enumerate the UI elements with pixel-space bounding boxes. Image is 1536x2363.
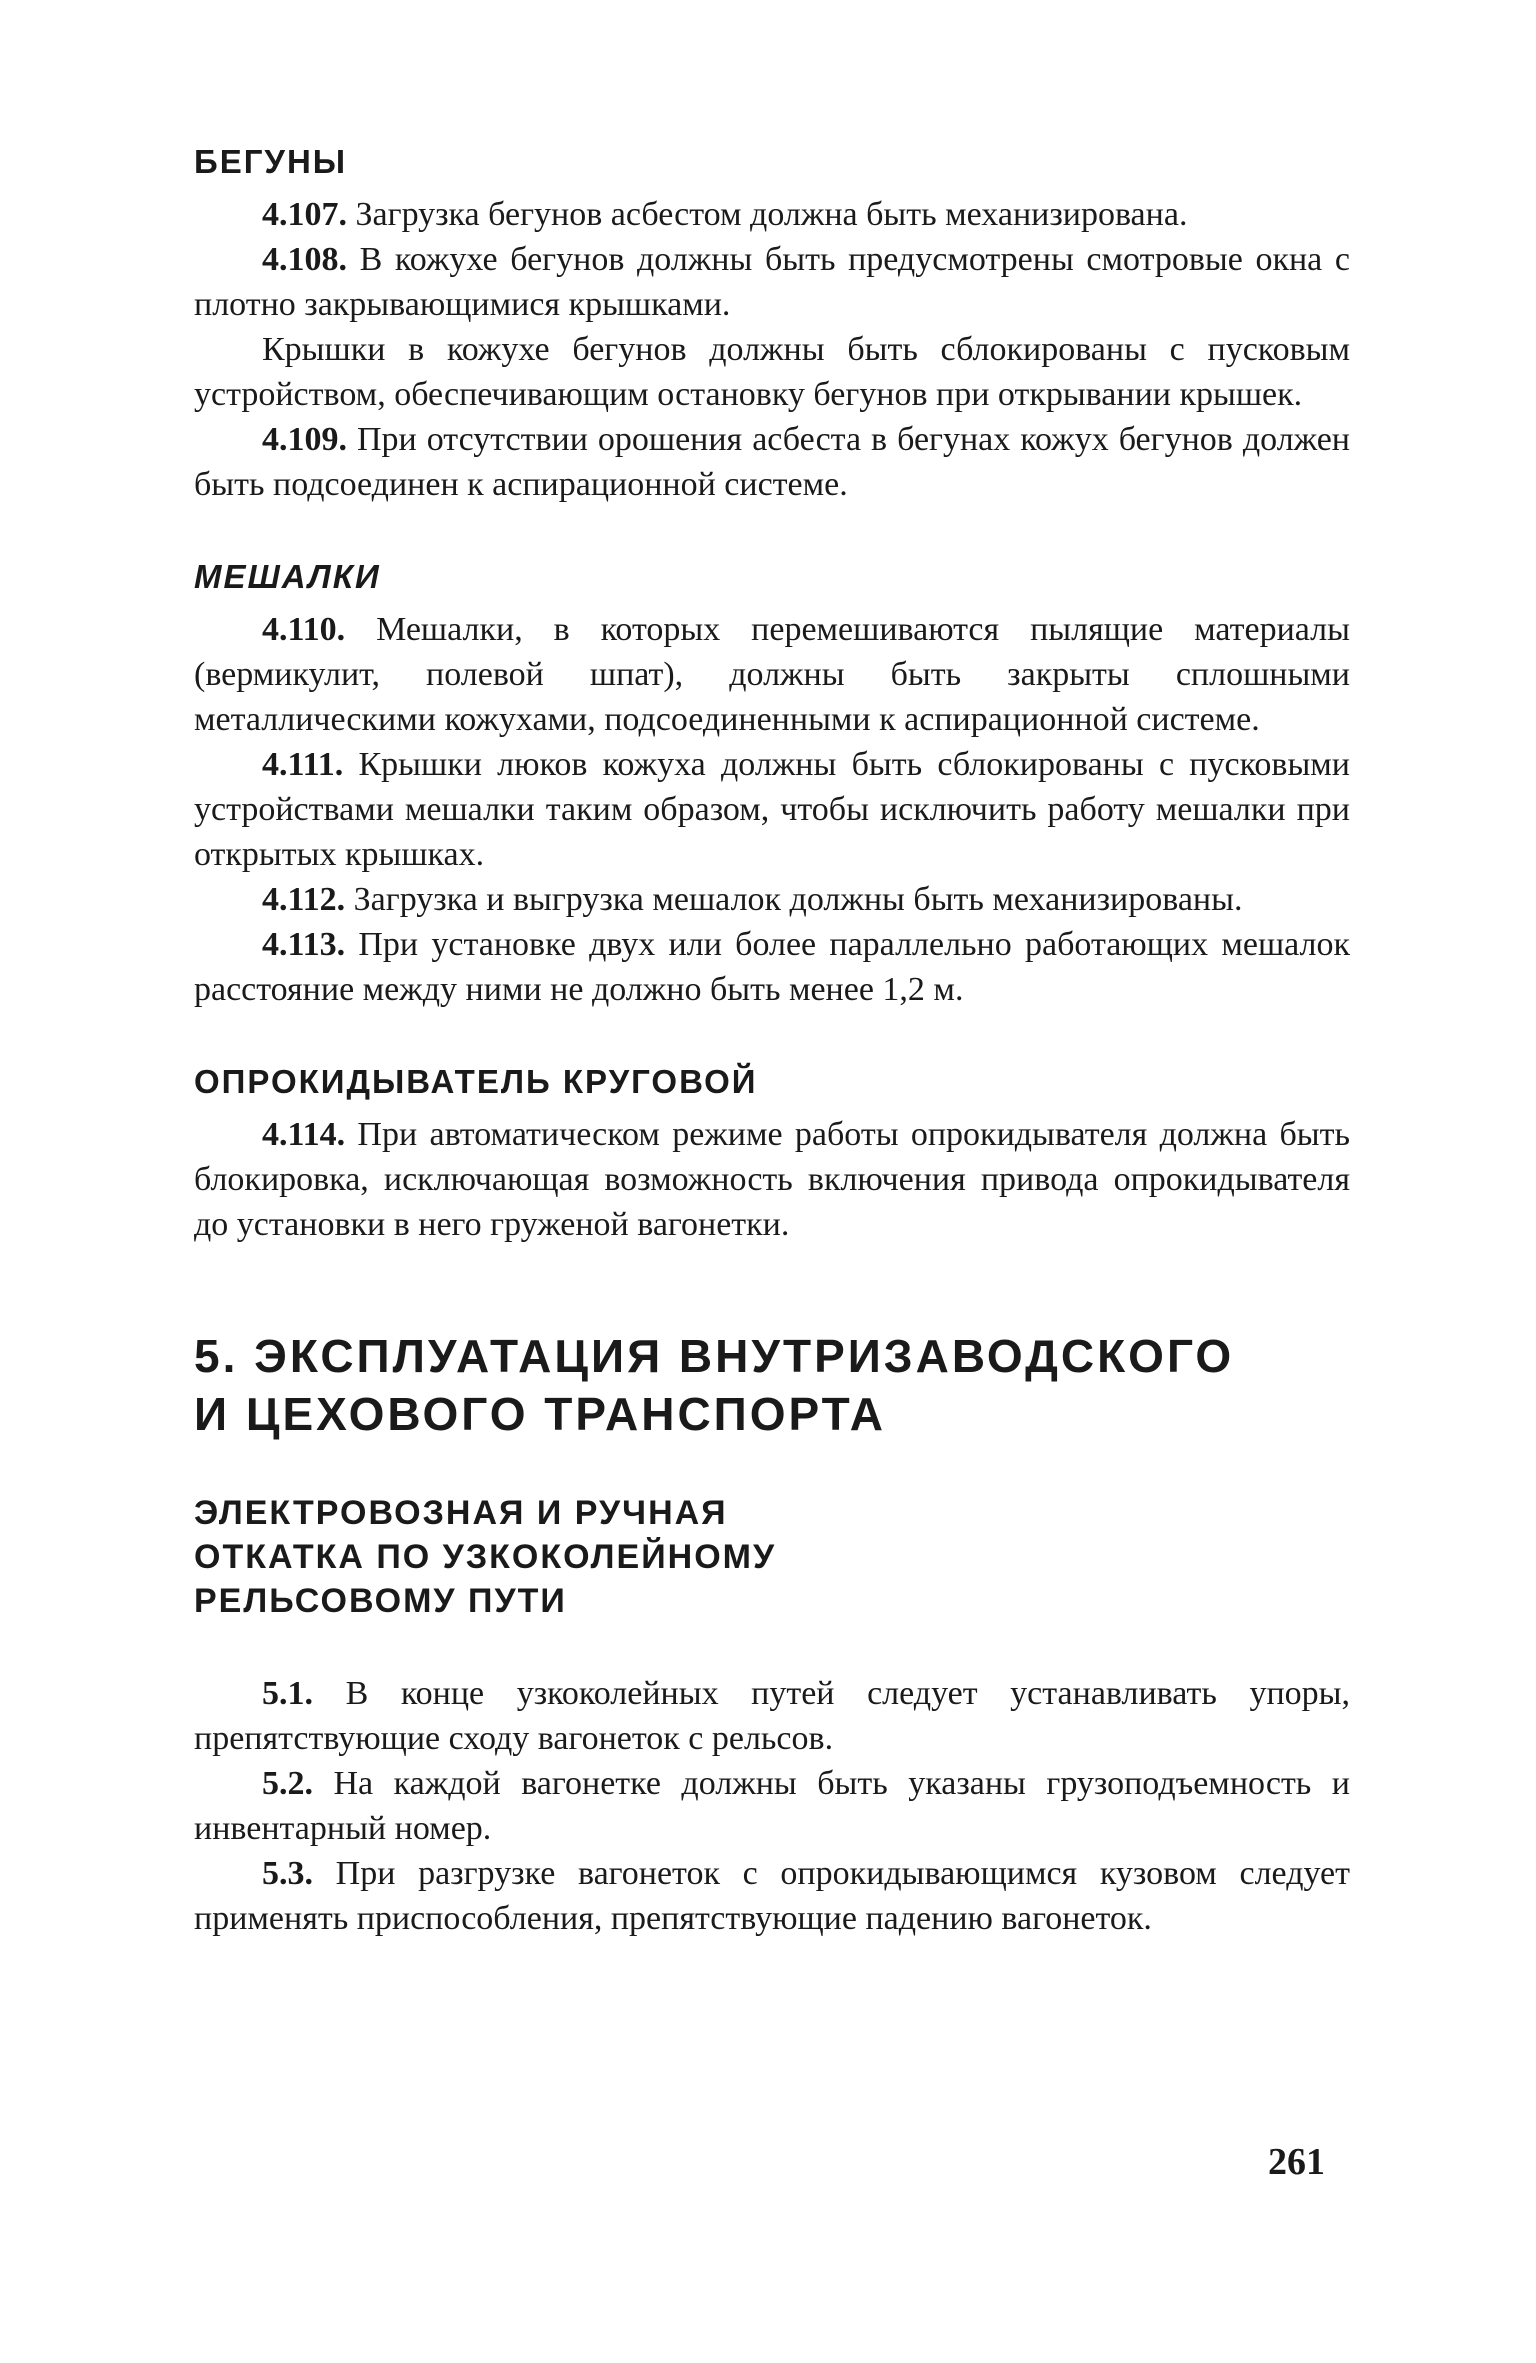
paragraph-4-109 — [194, 417, 1350, 507]
paragraph-4-108 — [194, 237, 1350, 327]
clause-text: Загрузка бегунов асбестом должна быть механизирована. — [347, 196, 1188, 233]
clause-number: 4.109. — [262, 421, 347, 458]
clause-text: При отсутствии орошения асбеста в бегунах кожух бегунов должен быть подсоединен к аспирационной системе. — [194, 421, 1350, 503]
clause-number: 5.2. — [262, 1765, 313, 1802]
clause-number: 4.110. — [262, 611, 346, 648]
paragraph-4-112 — [194, 877, 1350, 922]
paragraph-4-113 — [194, 922, 1350, 1012]
clause-number: 4.113. — [262, 926, 346, 963]
section-heading-meshalki: МЕШАЛКИ — [194, 558, 381, 595]
clause-text: Крышки люков кожуха должны быть сблокированы с пусковыми устройствами мешалки таким образом, чтобы исключить работу мешалки при открытых крышках. — [194, 746, 1350, 873]
clause-text: При разгрузке вагонеток с опрокидывающимся кузовом следует применять приспособления, препятствующие падению вагонеток. — [194, 1855, 1350, 1937]
clause-number: 5.1. — [262, 1675, 313, 1712]
page-number: 261 — [1268, 2141, 1325, 2183]
clause-number: 5.3. — [262, 1855, 313, 1892]
clause-number: 4.108. — [262, 241, 347, 278]
paragraph-4-110 — [194, 607, 1350, 742]
paragraph-5-2 — [194, 1761, 1350, 1851]
subheading-line1: ЭЛЕКТРОВОЗНАЯ И РУЧНАЯ — [194, 1494, 728, 1532]
chapter-heading-line2: И ЦЕХОВОГО ТРАНСПОРТА — [194, 1388, 887, 1440]
section-heading-oprokidyvatel: ОПРОКИДЫВАТЕЛЬ КРУГОВОЙ — [194, 1063, 758, 1100]
paragraph-5-3 — [194, 1851, 1350, 1941]
paragraph-4-114 — [194, 1112, 1350, 1247]
clause-text: Загрузка и выгрузка мешалок должны быть механизированы. — [345, 881, 1243, 918]
clause-text: Мешалки, в которых перемешиваются пылящие материалы (вермикулит, полевой шпат), должны быть закрыты сплошными металлическими кожухами, подсоединенными к аспирационной системе. — [194, 611, 1350, 738]
clause-text: На каждой вагонетке должны быть указаны грузоподъемность и инвентарный номер. — [194, 1765, 1350, 1847]
clause-number: 4.111. — [262, 746, 344, 783]
subheading-line3: РЕЛЬСОВОМУ ПУТИ — [194, 1582, 567, 1620]
clause-text: В конце узкоколейных путей следует устанавливать упоры, препятствующие сходу вагонеток с рельсов. — [194, 1675, 1350, 1757]
paragraph-5-1 — [194, 1671, 1350, 1761]
chapter-heading-line1: 5. ЭКСПЛУАТАЦИЯ ВНУТРИЗАВОДСКОГО — [194, 1330, 1235, 1382]
clause-text: При автоматическом режиме работы опрокидывателя должна быть блокировка, исключающая возможность включения привода опрокидывателя до установки в него груженой вагонетки. — [194, 1116, 1350, 1243]
clause-number: 4.114. — [262, 1116, 346, 1153]
paragraph-4-108-cont: Крышки в кожухе бегунов должны быть сблокированы с пусковым устройством, обеспечивающим остановку бегунов при открывании крышек. — [194, 331, 1350, 413]
clause-number: 4.107. — [262, 196, 347, 233]
clause-text: При установке двух или более параллельно работающих мешалок расстояние между ними не должно быть менее 1,2 м. — [194, 926, 1350, 1008]
paragraph-4-107 — [194, 192, 1350, 237]
document-page — [194, 140, 1350, 1941]
clause-number: 4.112. — [262, 881, 346, 918]
section-heading-beguny: БЕГУНЫ — [194, 143, 348, 180]
clause-text: В кожухе бегунов должны быть предусмотрены смотровые окна с плотно закрывающимися крышками. — [194, 241, 1350, 323]
subheading-line2: ОТКАТКА ПО УЗКОКОЛЕЙНОМУ — [194, 1538, 777, 1576]
paragraph-4-111 — [194, 742, 1350, 877]
